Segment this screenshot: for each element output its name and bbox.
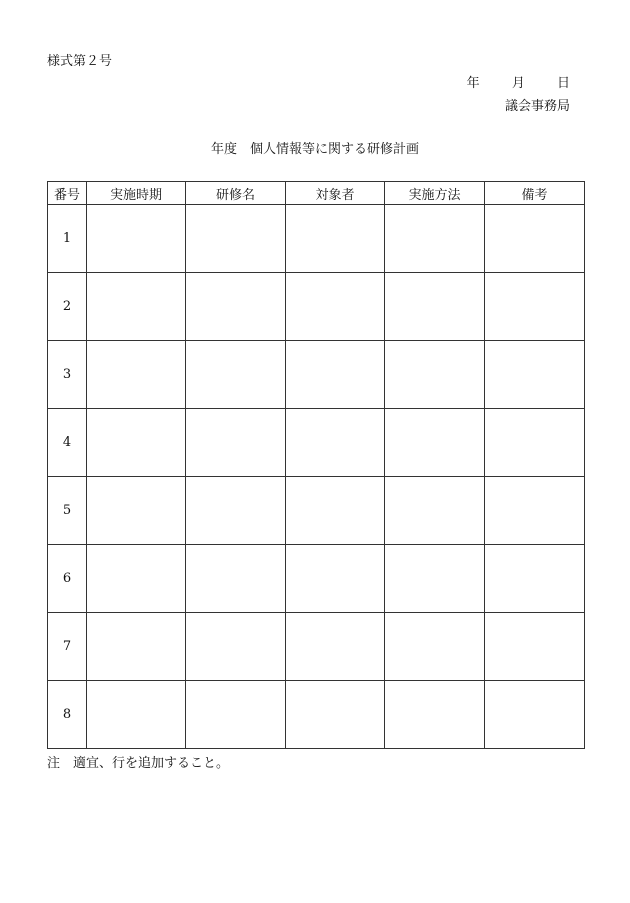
date-day: 日 (556, 76, 570, 91)
cell-target[interactable] (286, 205, 385, 273)
date-line (467, 72, 570, 91)
cell-remarks[interactable] (485, 545, 585, 613)
cell-method[interactable] (385, 341, 485, 409)
cell-period[interactable] (87, 545, 186, 613)
cell-training-name[interactable] (186, 341, 286, 409)
cell-method[interactable] (385, 681, 485, 749)
row-number: 4 (48, 409, 87, 477)
office-name: 議会事務局 (504, 99, 570, 114)
table-row (48, 341, 585, 409)
header-training-name: 研修名 (186, 182, 286, 205)
cell-period[interactable] (87, 409, 186, 477)
cell-training-name[interactable] (186, 613, 286, 681)
cell-method[interactable] (385, 545, 485, 613)
cell-method[interactable] (385, 477, 485, 545)
row-number: 5 (48, 477, 87, 545)
cell-target[interactable] (286, 613, 385, 681)
table-row (48, 681, 585, 749)
document-title: 年度 個人情報等に関する研修計画 (210, 142, 419, 157)
cell-target[interactable] (286, 273, 385, 341)
cell-period[interactable] (87, 341, 186, 409)
date-month: 月 (511, 76, 525, 91)
table-row (48, 205, 585, 273)
training-plan-table (47, 181, 585, 749)
form-number: 様式第２号 (47, 54, 113, 69)
cell-target[interactable] (286, 477, 385, 545)
cell-period[interactable] (87, 273, 186, 341)
row-number: 2 (48, 273, 87, 341)
cell-training-name[interactable] (186, 545, 286, 613)
cell-remarks[interactable] (485, 681, 585, 749)
cell-remarks[interactable] (485, 205, 585, 273)
cell-period[interactable] (87, 205, 186, 273)
row-number: 7 (48, 613, 87, 681)
cell-training-name[interactable] (186, 681, 286, 749)
cell-training-name[interactable] (186, 273, 286, 341)
header-period: 実施時期 (87, 182, 186, 205)
cell-remarks[interactable] (485, 613, 585, 681)
cell-target[interactable] (286, 681, 385, 749)
table-row (48, 613, 585, 681)
note: 注 適宜、行を追加すること。 (47, 756, 230, 771)
cell-training-name[interactable] (186, 409, 286, 477)
table-row (48, 273, 585, 341)
row-number: 1 (48, 205, 87, 273)
row-number: 8 (48, 681, 87, 749)
cell-method[interactable] (385, 273, 485, 341)
cell-method[interactable] (385, 613, 485, 681)
header-remarks: 備考 (485, 182, 585, 205)
cell-remarks[interactable] (485, 341, 585, 409)
cell-period[interactable] (87, 681, 186, 749)
table-header-row (48, 182, 585, 205)
cell-target[interactable] (286, 545, 385, 613)
cell-training-name[interactable] (186, 205, 286, 273)
cell-method[interactable] (385, 205, 485, 273)
header-method: 実施方法 (385, 182, 485, 205)
cell-remarks[interactable] (485, 409, 585, 477)
cell-training-name[interactable] (186, 477, 286, 545)
table-row (48, 409, 585, 477)
table-row (48, 477, 585, 545)
header-target: 対象者 (286, 182, 385, 205)
cell-target[interactable] (286, 341, 385, 409)
cell-period[interactable] (87, 477, 186, 545)
cell-period[interactable] (87, 613, 186, 681)
cell-remarks[interactable] (485, 477, 585, 545)
header-number: 番号 (48, 182, 87, 205)
cell-target[interactable] (286, 409, 385, 477)
cell-remarks[interactable] (485, 273, 585, 341)
row-number: 3 (48, 341, 87, 409)
cell-method[interactable] (385, 409, 485, 477)
row-number: 6 (48, 545, 87, 613)
table-row (48, 545, 585, 613)
date-year: 年 (466, 76, 480, 91)
